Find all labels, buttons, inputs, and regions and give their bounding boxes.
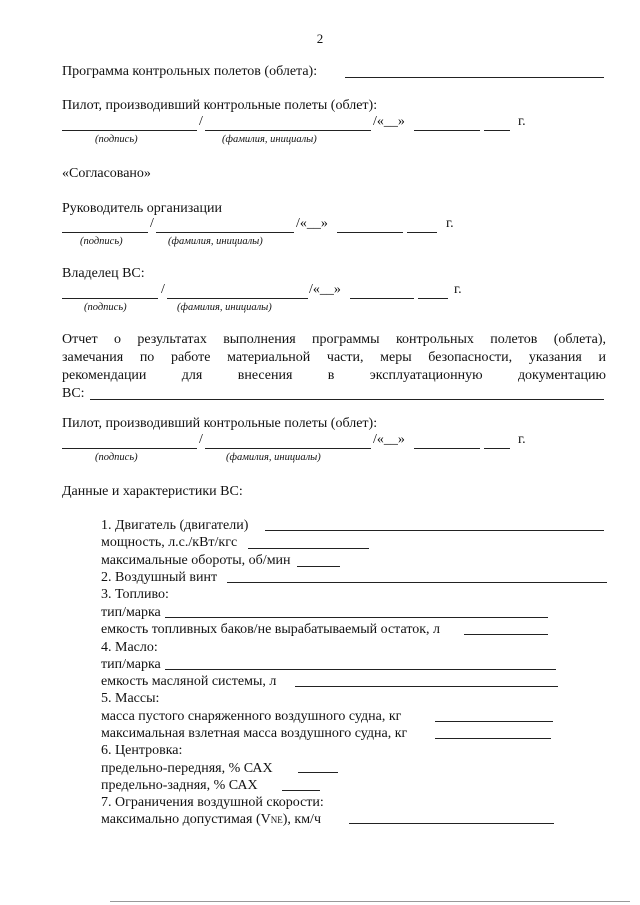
fuel-capacity-label: емкость топливных баков/не вырабатываемый остаток, л: [101, 622, 441, 637]
max-rpm-label: максимальные обороты, об/мин: [101, 553, 291, 568]
fuel-capacity-fill-line: [464, 634, 548, 635]
program-fill-line: [345, 77, 604, 78]
report-word: безопасности,: [428, 350, 513, 365]
pilot2-date-month-line: [414, 448, 480, 449]
power-fill-line: [248, 548, 369, 549]
head-name-caption: (фамилия, инициалы): [168, 236, 263, 247]
pilot-sign-caption: (подпись): [95, 134, 138, 145]
report-word: полетов: [490, 332, 538, 347]
report-word: результатах: [137, 332, 207, 347]
report-word: замечания: [62, 350, 124, 365]
pilot-name-caption: (фамилия, инициалы): [222, 134, 317, 145]
pilot2-sign-line: [62, 448, 197, 449]
owner-name-caption: (фамилия, инициалы): [177, 302, 272, 313]
pilot-year-suffix: г.: [518, 114, 526, 129]
vne-label-post: ), км/ч: [282, 812, 321, 827]
power-label: мощность, л.с./кВт/кгс: [101, 535, 238, 550]
owner-sign-line: [62, 298, 158, 299]
report-word: меры: [380, 350, 412, 365]
head-year-suffix: г.: [446, 216, 454, 231]
owner-year-suffix: г.: [454, 282, 462, 297]
fuel-type-fill-line: [165, 617, 548, 618]
report-word: выполнения: [223, 332, 296, 347]
report-word: части,: [326, 350, 364, 365]
page-edge-line: [110, 901, 630, 902]
report-word: документацию: [517, 368, 606, 383]
report-line-4: ВС:: [62, 386, 85, 401]
report-line-3: [62, 368, 606, 384]
oil-type-label: тип/марка: [101, 657, 161, 672]
pilot2-sign-caption: (подпись): [95, 452, 138, 463]
program-label: Программа контрольных полетов (облета):: [62, 64, 318, 79]
head-label: Руководитель организации: [62, 201, 222, 216]
engine-fill-line: [265, 530, 604, 531]
pilot-date-year-line: [484, 130, 510, 131]
report-word: внесения: [237, 368, 293, 383]
cg-rear-fill-line: [282, 790, 320, 791]
pilot2-name-line: [205, 448, 371, 449]
masses-label: 5. Массы:: [101, 691, 160, 706]
pilot2-name-caption: (фамилия, инициалы): [226, 452, 321, 463]
owner-label: Владелец ВС:: [62, 266, 145, 281]
owner-date-day: /«__»: [309, 282, 341, 297]
oil-capacity-fill-line: [295, 686, 558, 687]
pilot-name-line: [205, 130, 371, 131]
speed-limits-label: 7. Ограничения воздушной скорости:: [101, 795, 324, 810]
max-takeoff-label: максимальная взлетная масса воздушного судна, кг: [101, 726, 408, 741]
report-fill-line: [90, 399, 604, 400]
pilot2-label: Пилот, производивший контрольные полеты (облет):: [62, 416, 378, 431]
head-date-year-line: [407, 232, 437, 233]
report-word: эксплуатационную: [369, 368, 483, 383]
report-word: контрольных: [395, 332, 474, 347]
vne-label-pre: максимально допустимая (V: [101, 812, 271, 827]
pilot2-date-day: /«__»: [373, 432, 405, 447]
page-number: 2: [316, 31, 324, 46]
report-word: Отчет: [62, 332, 98, 347]
agreed-label: «Согласовано»: [62, 166, 151, 181]
report-word: рекомендации: [62, 368, 147, 383]
cg-front-label: предельно-передняя, % САХ: [101, 761, 273, 776]
cg-front-fill-line: [298, 772, 338, 773]
report-word: работе: [170, 350, 211, 365]
propeller-fill-line: [227, 582, 607, 583]
oil-type-fill-line: [165, 669, 556, 670]
owner-slash: /: [161, 282, 165, 297]
report-word: указания: [528, 350, 582, 365]
pilot-label: Пилот, производивший контрольные полеты (облет):: [62, 98, 378, 113]
head-sign-line: [62, 232, 148, 233]
head-name-line: [156, 232, 294, 233]
pilot-date-day: /«__»: [373, 114, 405, 129]
vne-fill-line: [349, 823, 554, 824]
fuel-type-label: тип/марка: [101, 605, 161, 620]
report-word: в: [327, 368, 335, 383]
oil-capacity-label: емкость масляной системы, л: [101, 674, 277, 689]
head-date-day: /«__»: [296, 216, 328, 231]
engine-label: 1. Двигатель (двигатели): [101, 518, 249, 533]
report-word: материальной: [227, 350, 311, 365]
fuel-label: 3. Топливо:: [101, 587, 169, 602]
cg-label: 6. Центровка:: [101, 743, 183, 758]
head-sign-caption: (подпись): [80, 236, 123, 247]
empty-mass-label: масса пустого снаряженного воздушного судна, кг: [101, 709, 402, 724]
vne-label: [101, 812, 321, 828]
pilot-date-month-line: [414, 130, 480, 131]
report-word: программы: [312, 332, 380, 347]
pilot-sign-line: [62, 130, 197, 131]
max-rpm-fill-line: [297, 566, 340, 567]
pilot2-date-year-line: [484, 448, 510, 449]
vne-subscript: NE: [270, 815, 283, 825]
report-word: о: [113, 332, 121, 347]
pilot2-slash: /: [199, 432, 203, 447]
report-word: по: [139, 350, 155, 365]
report-word: для: [181, 368, 203, 383]
report-word: и: [598, 350, 606, 365]
report-line-1: [62, 332, 606, 348]
cg-rear-label: предельно-задняя, % САХ: [101, 778, 258, 793]
report-line-2: [62, 350, 606, 366]
owner-sign-caption: (подпись): [84, 302, 127, 313]
pilot2-year-suffix: г.: [518, 432, 526, 447]
owner-date-month-line: [350, 298, 414, 299]
empty-mass-fill-line: [435, 721, 553, 722]
characteristics-title: Данные и характеристики ВС:: [62, 484, 243, 499]
pilot-slash: /: [199, 114, 203, 129]
propeller-label: 2. Воздушный винт: [101, 570, 218, 585]
oil-label: 4. Масло:: [101, 640, 158, 655]
head-date-month-line: [337, 232, 403, 233]
head-slash: /: [150, 216, 154, 231]
report-word: (облета),: [553, 332, 606, 347]
max-takeoff-fill-line: [435, 738, 551, 739]
owner-name-line: [167, 298, 308, 299]
owner-date-year-line: [418, 298, 448, 299]
